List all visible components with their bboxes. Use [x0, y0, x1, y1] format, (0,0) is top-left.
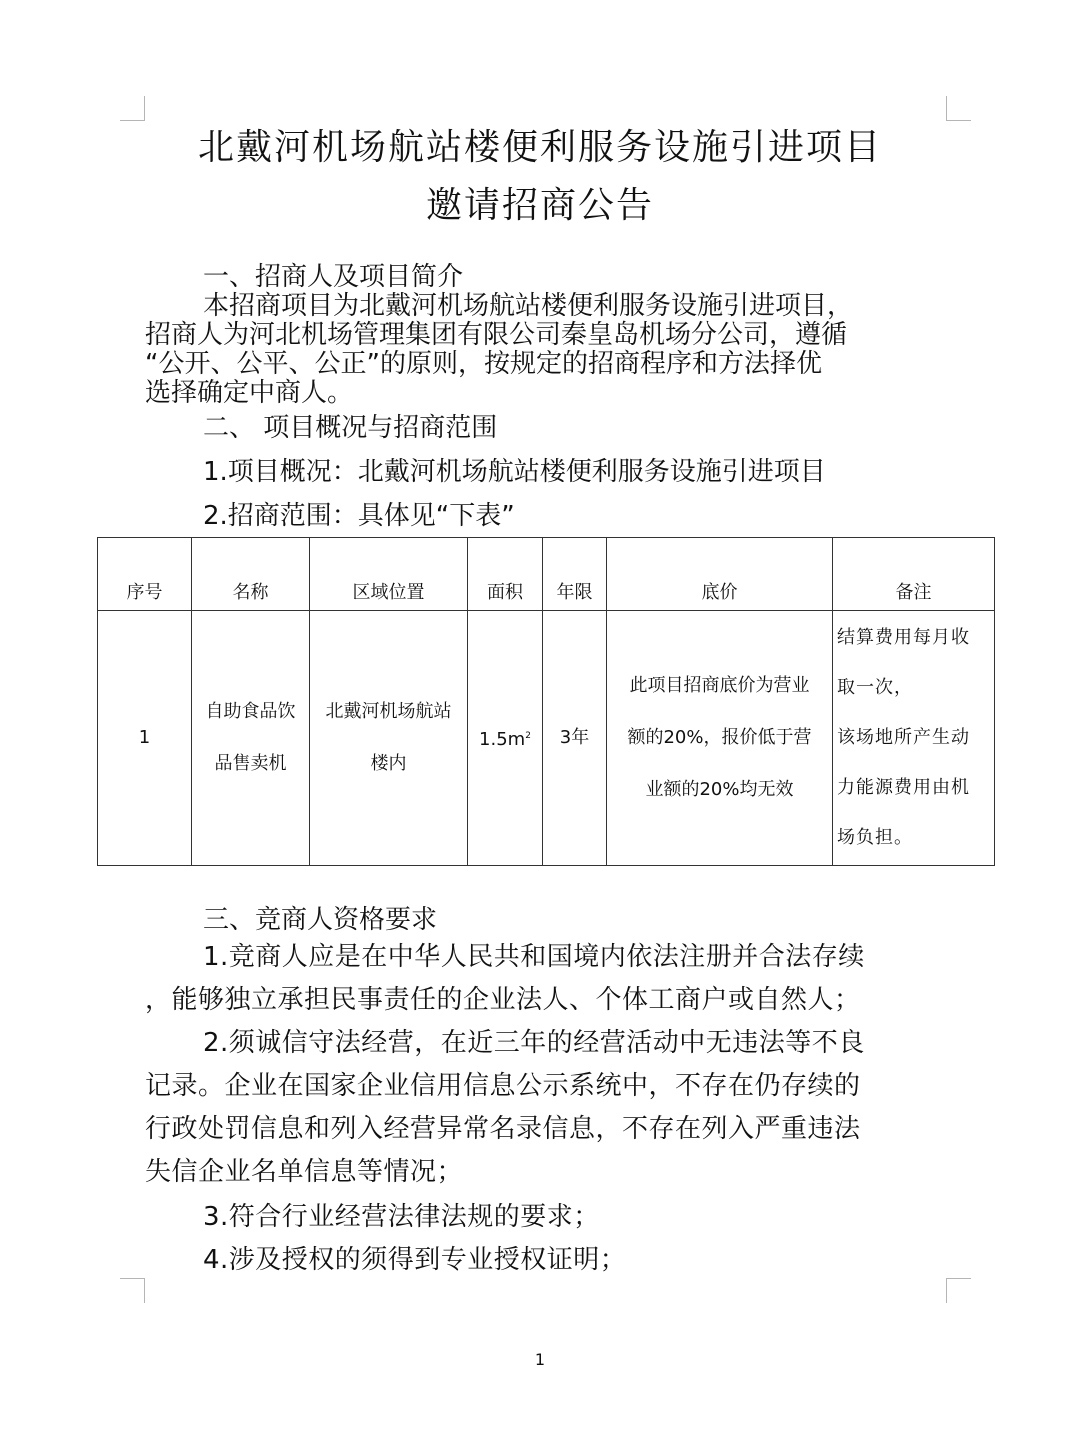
bidding-scope-table	[97, 537, 995, 866]
table-header-name: 名称	[192, 538, 310, 611]
table-header-note: 备注	[833, 538, 995, 611]
table-header-location: 区域位置	[310, 538, 468, 611]
section2-item-overview: 1.项目概况：北戴河机场航站楼便利服务设施引进项目	[203, 457, 826, 487]
section3-line: ，能够独立承担民事责任的企业法人、个体工商户或自然人；	[145, 985, 861, 1015]
table-header-term: 年限	[543, 538, 607, 611]
table-cell-note: 结算费用每月收 取一次， 该场地所产生动 力能源费用由机 场负担。	[833, 611, 995, 866]
section2-item-scope: 2.招商范围：具体见“下表”	[203, 501, 515, 531]
table-cell-price: 此项目招商底价为营业 额的20%，报价低于营 业额的20%均无效	[607, 611, 833, 866]
table-cell-area: $1.5m^2$	[468, 611, 543, 866]
section1-line: 本招商项目为北戴河机场航站楼便利服务设施引进项目，	[203, 291, 854, 321]
table-cell-term: 3年	[543, 611, 607, 866]
table-cell-name: 自助食品饮 品售卖机	[192, 611, 310, 866]
crop-mark-bottom-right	[946, 1278, 971, 1303]
section3-line: 4.涉及授权的须得到专业授权证明；	[203, 1245, 627, 1275]
section3-line: 记录。企业在国家企业信用信息公示系统中，不存在仍存续的	[145, 1071, 861, 1101]
section3-line: 行政处罚信息和列入经营异常名录信息，不存在列入严重违法	[145, 1114, 861, 1144]
section3-line: 2.须诚信守法经营，在近三年的经营活动中无违法等不良	[203, 1028, 865, 1058]
table-header-price: 底价	[607, 538, 833, 611]
section3-heading: 三、竞商人资格要求	[203, 905, 438, 935]
table-header-row	[98, 538, 995, 611]
section2-heading: 二、 项目概况与招商范围	[203, 413, 498, 443]
page-number: 1	[534, 1350, 546, 1369]
table-header-index: 序号	[98, 538, 192, 611]
table-cell-index: 1	[98, 611, 192, 866]
section3-line: 失信企业名单信息等情况；	[145, 1157, 464, 1187]
table-header-area: 面积	[468, 538, 543, 611]
crop-mark-top-left	[120, 96, 145, 121]
document-title-line2: 邀请招商公告	[425, 185, 654, 226]
section1-line: 选择确定中商人。	[145, 378, 354, 408]
crop-mark-top-right	[946, 96, 971, 121]
section1-heading: 一、招商人及项目简介	[203, 262, 464, 292]
crop-mark-bottom-left	[120, 1278, 145, 1303]
table-row	[98, 611, 995, 866]
section1-line: 招商人为河北机场管理集团有限公司秦皇岛机场分公司，遵循	[145, 320, 848, 350]
section1-line: “公开、公平、公正”的原则，按规定的招商程序和方法择优	[145, 349, 822, 379]
section3-line: 3.符合行业经营法律法规的要求；	[203, 1202, 600, 1232]
document-title-line1: 北戴河机场航站楼便利服务设施引进项目	[197, 127, 882, 168]
table-cell-location: 北戴河机场航站 楼内	[310, 611, 468, 866]
section3-line: 1.竞商人应是在中华人民共和国境内依法注册并合法存续	[203, 942, 865, 972]
